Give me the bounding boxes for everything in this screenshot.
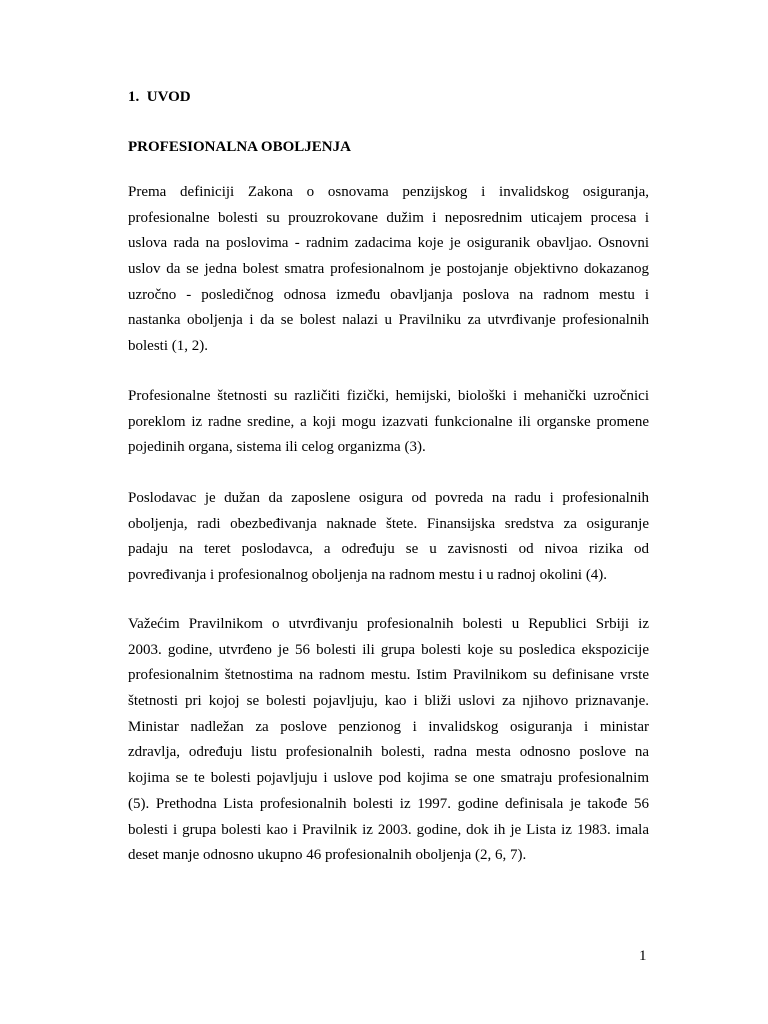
paragraph-line: uslov da se jedna bolest smatra profesionalnom je postojanje objektivno dokazanog [128,261,649,278]
paragraph-line: Važećim Pravilnikom o utvrđivanju profesionalnih bolesti u Republici Srbiji iz [128,616,649,632]
paragraph-line: deset manje odnosno ukupno 46 profesionalnih oboljenja (2, 6, 7). [128,847,527,864]
paragraph-line: kojima se te bolesti pojavljuju i uslove pod kojima se one smatraju profesionalnim [128,770,649,787]
paragraph-line: Poslodavac je dužan da zaposlene osigura od povreda na radu i profesionalnih [128,490,649,506]
paragraph-hazards [128,384,649,461]
paragraph-definition [128,180,649,360]
paragraph-line: povređivanja i profesionalnog oboljenja na radnom mestu i u radnoj okolini (4). [128,567,608,584]
paragraph-line: padaju na teret poslodavca, a određuju se u zavisnosti od nivoa rizika od [128,541,649,558]
paragraph-employer [128,486,649,589]
paragraph-line: zdravlja, određuju listu profesionalnih bolesti, radna mesta odnosno poslove na [128,744,649,761]
paragraph-line: oboljenja, radi obezbeđivanja naknade štete. Finansijska sredstva za osiguranje [128,515,649,532]
page-number: 1 [639,948,647,964]
paragraph-regulations [128,612,649,869]
paragraph-line: (5). Prethodna Lista profesionalnih bolesti iz 1997. godine definisala je takođe 56 [128,795,649,812]
paragraph-line: pojedinih organa, sistema ili celog organizma (3). [128,439,426,456]
paragraph-line: profesionalne bolesti su prouzrokovane dužim i neposrednim uticajem procesa i [128,209,649,226]
paragraph-line: štetnosti pri kojoj se bolesti pojavljuju, kao i bliži uslovi za njihovo priznavanje. [128,693,649,710]
paragraph-line: bolesti i grupa bolesti kao i Pravilnik iz 2003. godine, dok ih je Lista iz 1983. imala [128,821,649,838]
paragraph-line: bolesti (1, 2). [128,338,208,355]
section-heading: 1. UVOD [128,89,191,105]
subsection-heading: PROFESIONALNA OBOLJENJA [128,139,351,155]
paragraph-line: Prema definiciji Zakona o osnovama penzijskog i invalidskog osiguranja, [128,184,649,200]
paragraph-line: Ministar nadležan za poslove penzionog i invalidskog osiguranja i ministar [128,718,649,735]
paragraph-line: nastanka oboljenja i da se bolest nalazi u Pravilniku za utvrđivanje profesionalnih [128,312,649,329]
paragraph-line: Profesionalne štetnosti su različiti fizički, hemijski, biološki i mehanički uzročnici [128,388,649,404]
paragraph-line: uzročno - posledičnog odnosa između obavljanja poslova na radnom mestu i [128,286,649,303]
paragraph-line: 2003. godine, utvrđeno je 56 bolesti ili grupa bolesti koje su posledica ekspozicije [128,641,649,658]
paragraph-line: uslova rada na poslovima - radnim zadacima koje je osiguranik obavljao. Osnovni [128,235,649,252]
paragraph-line: poreklom iz radne sredine, a koji mogu izazvati funkcionalne ili organske promene [128,413,649,430]
paragraph-line: profesionalnim štetnostima na radnom mestu. Istim Pravilnikom su definisane vrste [128,667,649,684]
